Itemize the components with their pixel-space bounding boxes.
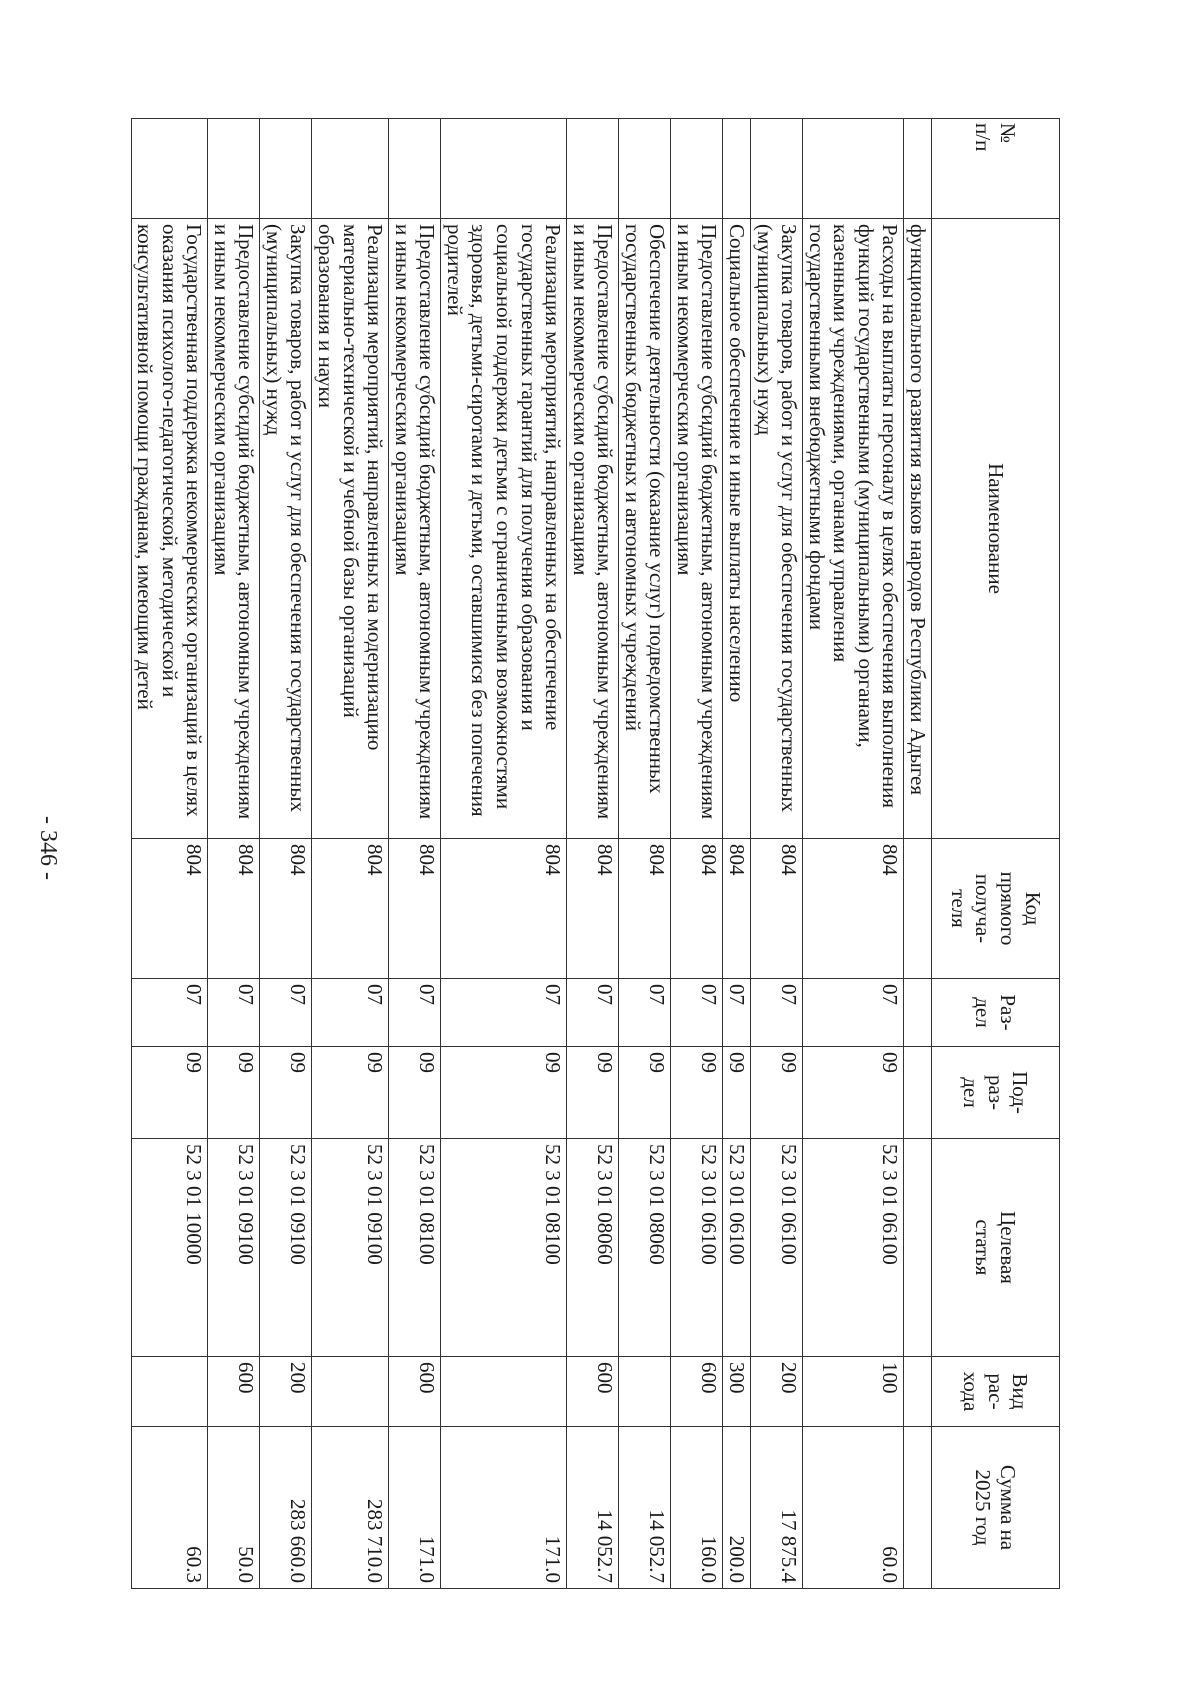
cell-name: Государственная поддержка некоммерческих организаций в целях оказания психолого-педагогической, методической и консультативной помощи гражданам, имеющим детей	[131, 219, 208, 839]
cell-section: 07	[567, 979, 619, 1047]
cell-amount: 171.0	[389, 1427, 441, 1589]
cell-target-item: 52 3 01 10000	[131, 1139, 208, 1357]
cell-target-item: 52 3 01 08060	[619, 1139, 671, 1357]
cell-subsection: 09	[208, 1047, 260, 1139]
cell-num	[723, 119, 751, 219]
cell-num	[389, 119, 441, 219]
table-row	[671, 119, 723, 1589]
header-target-item: Целевая статья	[932, 1139, 1060, 1357]
header-recipient-code: Код прямого получа- теля	[932, 839, 1060, 979]
table-row	[751, 119, 803, 1589]
cell-target-item: 52 3 01 06100	[723, 1139, 751, 1357]
page-number: - 346 -	[35, 816, 61, 880]
cell-recipient-code: 804	[619, 839, 671, 979]
cell-num	[567, 119, 619, 219]
cell-section: 07	[312, 979, 389, 1047]
cell-num	[131, 119, 208, 219]
cell-expense-type: 200	[260, 1357, 312, 1427]
cell-recipient-code	[904, 839, 932, 979]
cell-target-item: 52 3 01 06100	[671, 1139, 723, 1357]
cell-amount: 14 052.7	[567, 1427, 619, 1589]
cell-name: Закупка товаров, работ и услуг для обеспечения государственных (муниципальных) нужд	[260, 219, 312, 839]
cell-amount: 200.0	[723, 1427, 751, 1589]
cell-recipient-code: 804	[671, 839, 723, 979]
cell-amount: 50.0	[208, 1427, 260, 1589]
cell-num	[619, 119, 671, 219]
cell-recipient-code: 804	[312, 839, 389, 979]
cell-target-item: 52 3 01 08100	[441, 1139, 567, 1357]
cell-expense-type	[441, 1357, 567, 1427]
cell-section: 07	[723, 979, 751, 1047]
cell-name: Закупка товаров, работ и услуг для обеспечения государственных (муниципальных) нужд	[751, 219, 803, 839]
cell-num	[260, 119, 312, 219]
table-row	[803, 119, 904, 1589]
cell-subsection: 09	[567, 1047, 619, 1139]
cell-subsection: 09	[619, 1047, 671, 1139]
table-row	[904, 119, 932, 1589]
cell-num	[751, 119, 803, 219]
cell-subsection: 09	[751, 1047, 803, 1139]
cell-name: функционального развития языков народов Республики Адыгея	[904, 219, 932, 839]
cell-num	[208, 119, 260, 219]
cell-num	[312, 119, 389, 219]
table-row	[208, 119, 260, 1589]
cell-amount: 17 875.4	[751, 1427, 803, 1589]
table-row	[567, 119, 619, 1589]
header-section: Раз- дел	[932, 979, 1060, 1047]
cell-section: 07	[619, 979, 671, 1047]
cell-num	[671, 119, 723, 219]
cell-target-item: 52 3 01 06100	[803, 1139, 904, 1357]
cell-subsection: 09	[671, 1047, 723, 1139]
header-amount: Сумма на 2025 год	[932, 1427, 1060, 1589]
cell-num	[803, 119, 904, 219]
cell-num	[904, 119, 932, 219]
cell-expense-type	[619, 1357, 671, 1427]
cell-target-item: 52 3 01 09100	[260, 1139, 312, 1357]
cell-name: Реализация мероприятий, направленных на обеспечение государственных гарантий для получения образования и социальной поддержки детьми с ограниченными возможностями здоровья, детьми-сиротами и детьми, оставшимися без попечения родителей	[441, 219, 567, 839]
cell-name: Реализация мероприятий, направленных на модернизацию материально-технической и учебной базы организаций образования и науки	[312, 219, 389, 839]
cell-section: 07	[260, 979, 312, 1047]
cell-section: 07	[803, 979, 904, 1047]
table-header-row	[932, 119, 1060, 1589]
cell-target-item: 52 3 01 09100	[312, 1139, 389, 1357]
table-row	[312, 119, 389, 1589]
cell-section: 07	[671, 979, 723, 1047]
cell-subsection: 09	[131, 1047, 208, 1139]
cell-recipient-code: 804	[208, 839, 260, 979]
table-row	[723, 119, 751, 1589]
header-num: № п/п	[932, 119, 1060, 219]
cell-section: 07	[441, 979, 567, 1047]
cell-subsection: 09	[441, 1047, 567, 1139]
table-row	[260, 119, 312, 1589]
cell-amount	[904, 1427, 932, 1589]
table-row	[389, 119, 441, 1589]
header-expense-type: Вид рас- хода	[932, 1357, 1060, 1427]
cell-expense-type: 600	[567, 1357, 619, 1427]
cell-recipient-code: 804	[803, 839, 904, 979]
cell-recipient-code: 804	[567, 839, 619, 979]
cell-expense-type: 200	[751, 1357, 803, 1427]
cell-amount: 60.3	[131, 1427, 208, 1589]
cell-name: Обеспечение деятельности (оказание услуг) подведомственных государственных бюджетных и автономных учреждений	[619, 219, 671, 839]
cell-recipient-code: 804	[723, 839, 751, 979]
cell-amount: 14 052.7	[619, 1427, 671, 1589]
cell-amount: 283 660.0	[260, 1427, 312, 1589]
budget-table	[131, 118, 1060, 1589]
cell-section: 07	[131, 979, 208, 1047]
cell-recipient-code: 804	[389, 839, 441, 979]
cell-target-item: 52 3 01 06100	[751, 1139, 803, 1357]
cell-section	[904, 979, 932, 1047]
cell-amount: 60.0	[803, 1427, 904, 1589]
cell-section: 07	[751, 979, 803, 1047]
cell-recipient-code: 804	[441, 839, 567, 979]
cell-name: Предоставление субсидий бюджетным, автономным учреждениям и иным некоммерческим организациям	[671, 219, 723, 839]
cell-expense-type	[312, 1357, 389, 1427]
table-row	[441, 119, 567, 1589]
cell-target-item	[904, 1139, 932, 1357]
cell-name: Расходы на выплаты персоналу в целях обеспечения выполнения функций государственными (муниципальными) органами, казенными учреждениями, органами управления государственными внебюджетными фондами	[803, 219, 904, 839]
cell-name: Предоставление субсидий бюджетным, автономным учреждениям и иным некоммерческим организациям	[389, 219, 441, 839]
cell-subsection: 09	[260, 1047, 312, 1139]
cell-expense-type: 600	[208, 1357, 260, 1427]
table-row	[619, 119, 671, 1589]
cell-recipient-code: 804	[131, 839, 208, 979]
table-row	[131, 119, 208, 1589]
cell-name: Предоставление субсидий бюджетным, автономным учреждениям и иным некоммерческим организациям	[208, 219, 260, 839]
cell-target-item: 52 3 01 09100	[208, 1139, 260, 1357]
cell-amount: 160.0	[671, 1427, 723, 1589]
cell-name: Социальное обеспечение и иные выплаты населению	[723, 219, 751, 839]
cell-target-item: 52 3 01 08060	[567, 1139, 619, 1357]
header-subsection: Под- раз- дел	[932, 1047, 1060, 1139]
cell-subsection	[904, 1047, 932, 1139]
cell-subsection: 09	[803, 1047, 904, 1139]
cell-expense-type	[904, 1357, 932, 1427]
cell-target-item: 52 3 01 08100	[389, 1139, 441, 1357]
cell-amount: 171.0	[441, 1427, 567, 1589]
cell-recipient-code: 804	[751, 839, 803, 979]
cell-expense-type: 100	[803, 1357, 904, 1427]
table-body	[131, 119, 931, 1589]
cell-subsection: 09	[723, 1047, 751, 1139]
cell-num	[441, 119, 567, 219]
cell-subsection: 09	[312, 1047, 389, 1139]
cell-section: 07	[208, 979, 260, 1047]
cell-expense-type	[131, 1357, 208, 1427]
cell-expense-type: 600	[671, 1357, 723, 1427]
cell-section: 07	[389, 979, 441, 1047]
cell-expense-type: 600	[389, 1357, 441, 1427]
cell-name: Предоставление субсидий бюджетным, автономным учреждениям и иным некоммерческим организациям	[567, 219, 619, 839]
cell-expense-type: 300	[723, 1357, 751, 1427]
cell-subsection: 09	[389, 1047, 441, 1139]
cell-amount: 283 710.0	[312, 1427, 389, 1589]
cell-recipient-code: 804	[260, 839, 312, 979]
header-name: Наименование	[932, 219, 1060, 839]
rotated-table-container	[110, 118, 1060, 1588]
